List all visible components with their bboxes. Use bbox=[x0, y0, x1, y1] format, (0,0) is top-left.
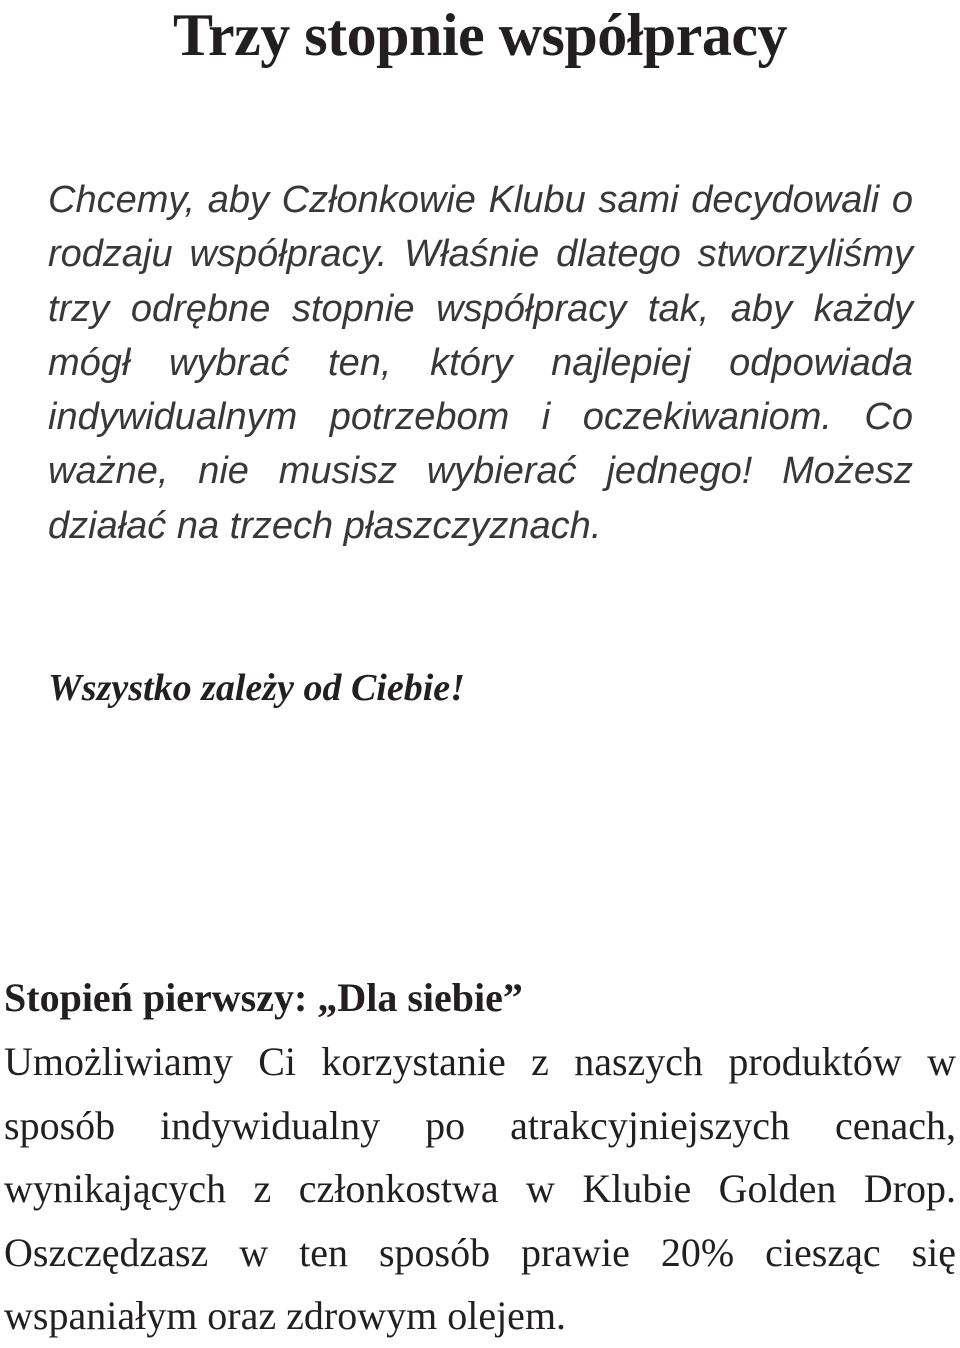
section-body: Umożliwiamy Ci korzystanie z naszych produktów w sposób indywidualny po atrakcyjniejszych cenach, wynikających z członkostwa w Klubie Golden Drop. Oszczędzasz w ten sposób prawie 20% ciesząc się wspaniałym oraz zdrowym olejem. bbox=[4, 1039, 956, 1338]
section-first-degree bbox=[4, 966, 956, 1348]
intro-text: Chcemy, aby Członkowie Klubu sami decydowali o rodzaju współpracy. Właśnie dlatego stworzyliśmy trzy odrębne stopnie współpracy tak, aby każdy mógł wybrać ten, który najlepiej odpowiada indywidualnym potrzebom i oczekiwaniom. Co ważne, nie musisz wybierać jednego! Możesz działać na trzech płaszczyznach. bbox=[48, 179, 913, 547]
intro-paragraph bbox=[48, 173, 913, 553]
page-title: Trzy stopnie współpracy bbox=[172, 2, 788, 68]
section-heading: Stopień pierwszy: „Dla siebie” bbox=[4, 975, 523, 1020]
emphasis-line: Wszystko zależy od Ciebie! bbox=[48, 667, 465, 709]
